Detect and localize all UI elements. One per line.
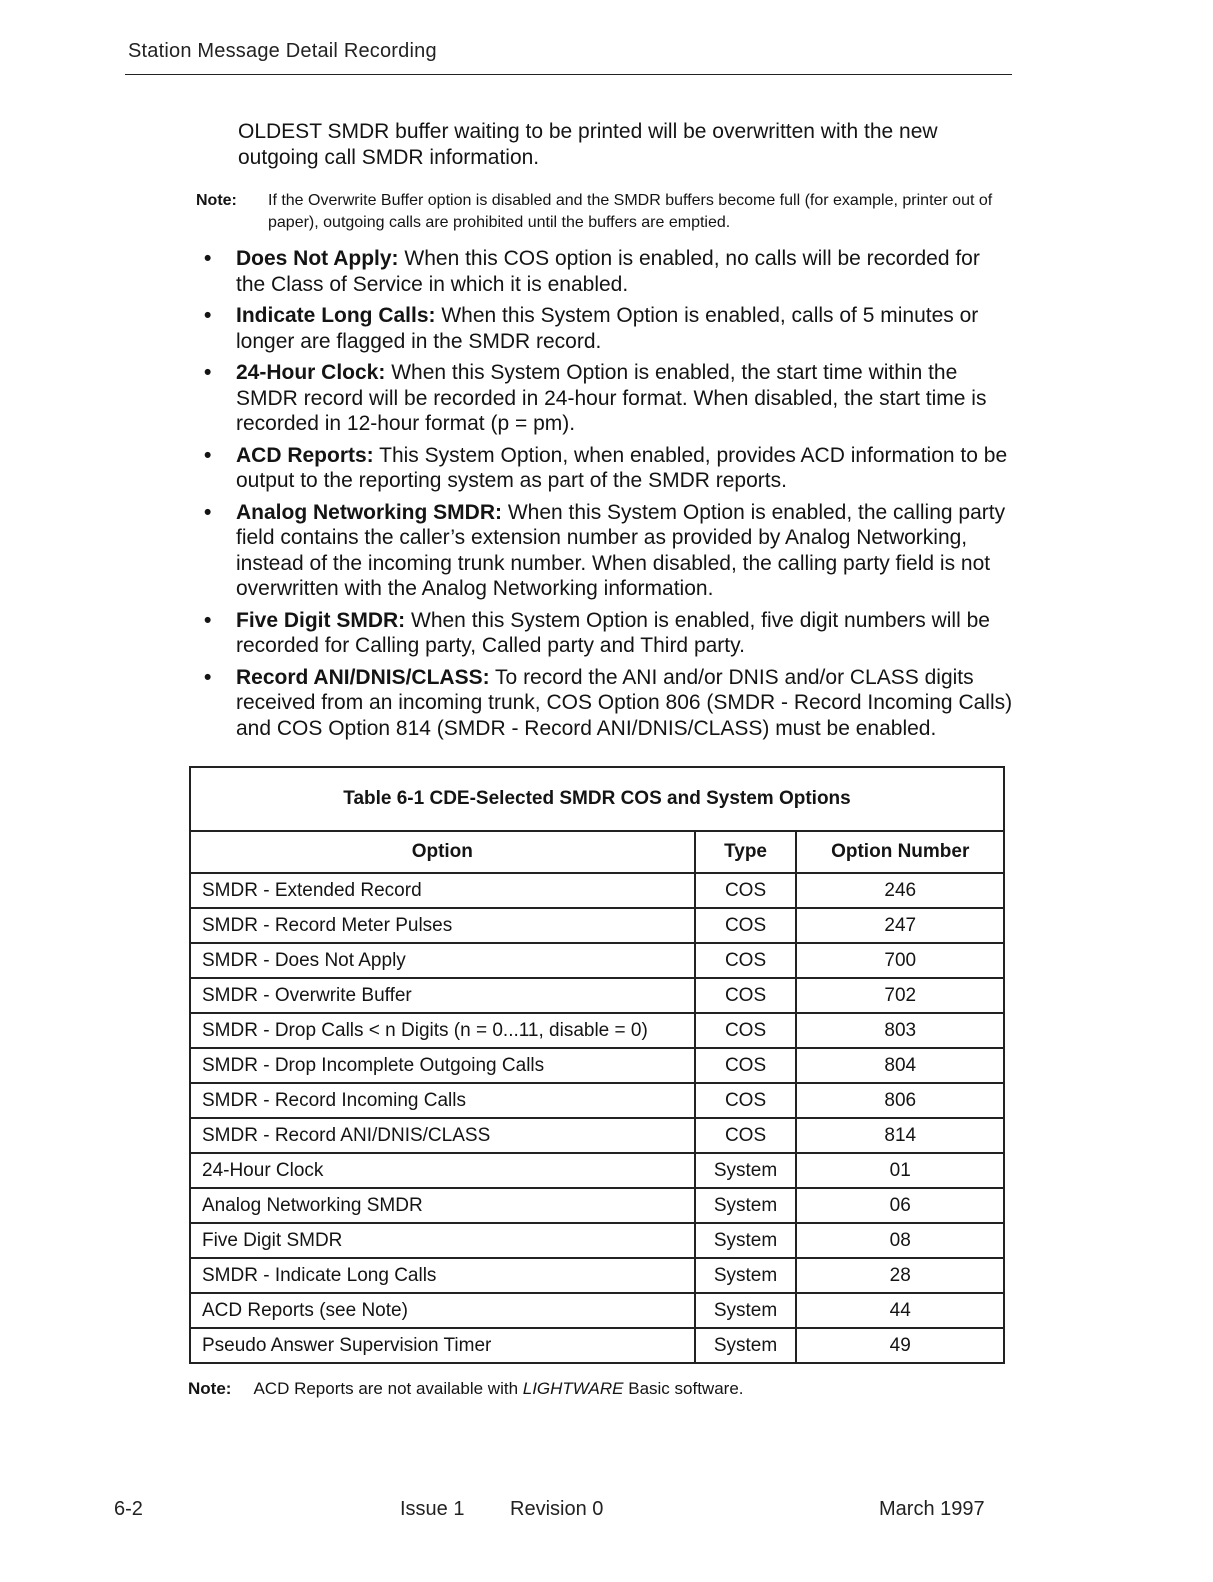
footer-date: March 1997 (879, 1498, 985, 1520)
cell-type: System (695, 1223, 797, 1258)
bullet-dot-icon: • (204, 247, 212, 270)
table-caption: Table 6-1 CDE-Selected SMDR COS and System Options (190, 767, 1004, 831)
bullet-dot-icon: • (204, 500, 212, 524)
cell-option: SMDR - Indicate Long Calls (190, 1258, 695, 1293)
cell-option: SMDR - Record Incoming Calls (190, 1083, 695, 1118)
note-label: Note: (196, 192, 237, 209)
table-row (190, 1188, 1004, 1223)
note-acd-reports (188, 1378, 744, 1400)
note-label: Note: (188, 1379, 232, 1398)
cell-option-number: 806 (796, 1083, 1004, 1118)
column-header-option: Option (190, 831, 695, 873)
cell-option: SMDR - Extended Record (190, 873, 695, 908)
cell-option: SMDR - Drop Calls < n Digits (n = 0...11, disable = 0) (190, 1013, 695, 1048)
cell-type: COS (695, 1118, 797, 1153)
bullet-acd-reports (204, 443, 1014, 494)
cell-type: System (695, 1188, 797, 1223)
column-header-type: Type (695, 831, 797, 873)
bullet-indicate-long-calls (204, 303, 1014, 354)
bullet-dot-icon: • (204, 665, 212, 689)
cell-type: System (695, 1153, 797, 1188)
cell-option: SMDR - Record ANI/DNIS/CLASS (190, 1118, 695, 1153)
bullet-term: 24-Hour Clock: (236, 361, 386, 384)
table-row (190, 1118, 1004, 1153)
table-row (190, 1328, 1004, 1363)
cell-option-number: 44 (796, 1293, 1004, 1328)
running-header: Station Message Detail Recording (128, 40, 437, 62)
header-rule (125, 74, 1012, 75)
bullet-five-digit-smdr (204, 608, 1014, 659)
table-row (190, 1258, 1004, 1293)
table-row (190, 978, 1004, 1013)
cell-type: COS (695, 1013, 797, 1048)
cell-type: COS (695, 1083, 797, 1118)
cell-option-number: 246 (796, 873, 1004, 908)
bullet-dot-icon: • (204, 361, 212, 384)
table-row (190, 1293, 1004, 1328)
footer-page-number: 6-2 (114, 1498, 143, 1520)
table-row (190, 1083, 1004, 1118)
smdr-options-table (189, 766, 1005, 1364)
cell-option: 24-Hour Clock (190, 1153, 695, 1188)
cell-option: Five Digit SMDR (190, 1223, 695, 1258)
table-row (190, 1048, 1004, 1083)
bullet-record-ani-dnis-class (204, 665, 1014, 742)
table-row (190, 873, 1004, 908)
cell-option: Pseudo Answer Supervision Timer (190, 1328, 695, 1363)
bullet-term: Indicate Long Calls: (236, 304, 436, 327)
cell-type: COS (695, 1048, 797, 1083)
bullet-term: Five Digit SMDR: (236, 608, 406, 632)
table-row (190, 1153, 1004, 1188)
cell-type: COS (695, 943, 797, 978)
cell-option-number: 49 (796, 1328, 1004, 1363)
bullet-term: Analog Networking SMDR: (236, 500, 502, 524)
bullet-term: Record ANI/DNIS/CLASS: (236, 665, 490, 689)
bullet-analog-networking-smdr (204, 500, 1014, 602)
note-text-after: Basic software. (623, 1379, 744, 1398)
cell-option: SMDR - Does Not Apply (190, 943, 695, 978)
table-row (190, 943, 1004, 978)
cell-type: System (695, 1293, 797, 1328)
cell-option-number: 803 (796, 1013, 1004, 1048)
cell-option-number: 01 (796, 1153, 1004, 1188)
bullet-text: When this System Option is enabled, five digit numbers will be recorded for Calling party, Called party and Third party. (236, 608, 990, 657)
footer-issue: Issue 1 (400, 1498, 465, 1520)
table-row (190, 908, 1004, 943)
cell-type: COS (695, 978, 797, 1013)
note-overwrite-buffer (196, 190, 1014, 234)
bullet-does-not-apply (204, 246, 1014, 297)
bullet-text: When this System Option is enabled, the calling party field contains the caller’s extension number as provided by Analog Networking, instead of the incoming trunk number. When disabled, the calling party field is not overwritten with the Analog Networking information. (236, 500, 1006, 600)
cell-option-number: 814 (796, 1118, 1004, 1153)
cell-type: System (695, 1258, 797, 1293)
bullet-term: ACD Reports: (236, 443, 374, 467)
note-text: If the Overwrite Buffer option is disabled and the SMDR buffers become full (for example, printer out of paper), outgoing calls are prohibited until the buffers are emptied. (268, 192, 993, 231)
table-row (190, 1013, 1004, 1048)
bullet-text: When this System Option is enabled, calls of 5 minutes or longer are flagged in the SMDR record. (236, 304, 979, 353)
table-row (190, 1223, 1004, 1258)
cell-option-number: 700 (796, 943, 1004, 978)
cell-type: COS (695, 908, 797, 943)
cell-option-number: 06 (796, 1188, 1004, 1223)
note-product-name: LIGHTWARE (522, 1379, 624, 1398)
column-header-option-number: Option Number (796, 831, 1004, 873)
bullet-text: When this COS option is enabled, no calls will be recorded for the Class of Service in which it is enabled. (236, 247, 980, 296)
option-bullet-list (204, 246, 1014, 747)
cell-option: SMDR - Overwrite Buffer (190, 978, 695, 1013)
table-header-row (190, 831, 1004, 873)
smdr-options-table-wrapper (189, 766, 1005, 1364)
cell-option: SMDR - Drop Incomplete Outgoing Calls (190, 1048, 695, 1083)
cell-option: SMDR - Record Meter Pulses (190, 908, 695, 943)
bullet-term: Does Not Apply: (236, 247, 399, 270)
bullet-dot-icon: • (204, 304, 212, 327)
cell-option-number: 08 (796, 1223, 1004, 1258)
footer-revision: Revision 0 (510, 1498, 604, 1520)
intro-paragraph: OLDEST SMDR buffer waiting to be printed will be overwritten with the new outgoing call SMDR information. (238, 120, 938, 169)
bullet-dot-icon: • (204, 608, 212, 632)
cell-type: System (695, 1328, 797, 1363)
cell-option-number: 702 (796, 978, 1004, 1013)
bullet-text: This System Option, when enabled, provides ACD information to be output to the reporting system as part of the SMDR reports. (236, 443, 1008, 492)
cell-option-number: 247 (796, 908, 1004, 943)
cell-type: COS (695, 873, 797, 908)
bullet-24-hour-clock (204, 360, 1014, 437)
bullet-text: When this System Option is enabled, the start time within the SMDR record will be recorded in 24-hour format. When disabled, the start time is recorded in 12-hour format (p = pm). (236, 361, 987, 435)
cell-option-number: 804 (796, 1048, 1004, 1083)
cell-option-number: 28 (796, 1258, 1004, 1293)
bullet-text: To record the ANI and/or DNIS and/or CLASS digits received from an incoming trunk, COS Option 806 (SMDR - Record Incoming Calls) and COS Option 814 (SMDR - Record ANI/DNIS/CLASS) must be enabled. (236, 665, 1013, 740)
cell-option: Analog Networking SMDR (190, 1188, 695, 1223)
cell-option: ACD Reports (see Note) (190, 1293, 695, 1328)
note-text-before: ACD Reports are not available with (253, 1379, 523, 1398)
bullet-dot-icon: • (204, 443, 212, 467)
